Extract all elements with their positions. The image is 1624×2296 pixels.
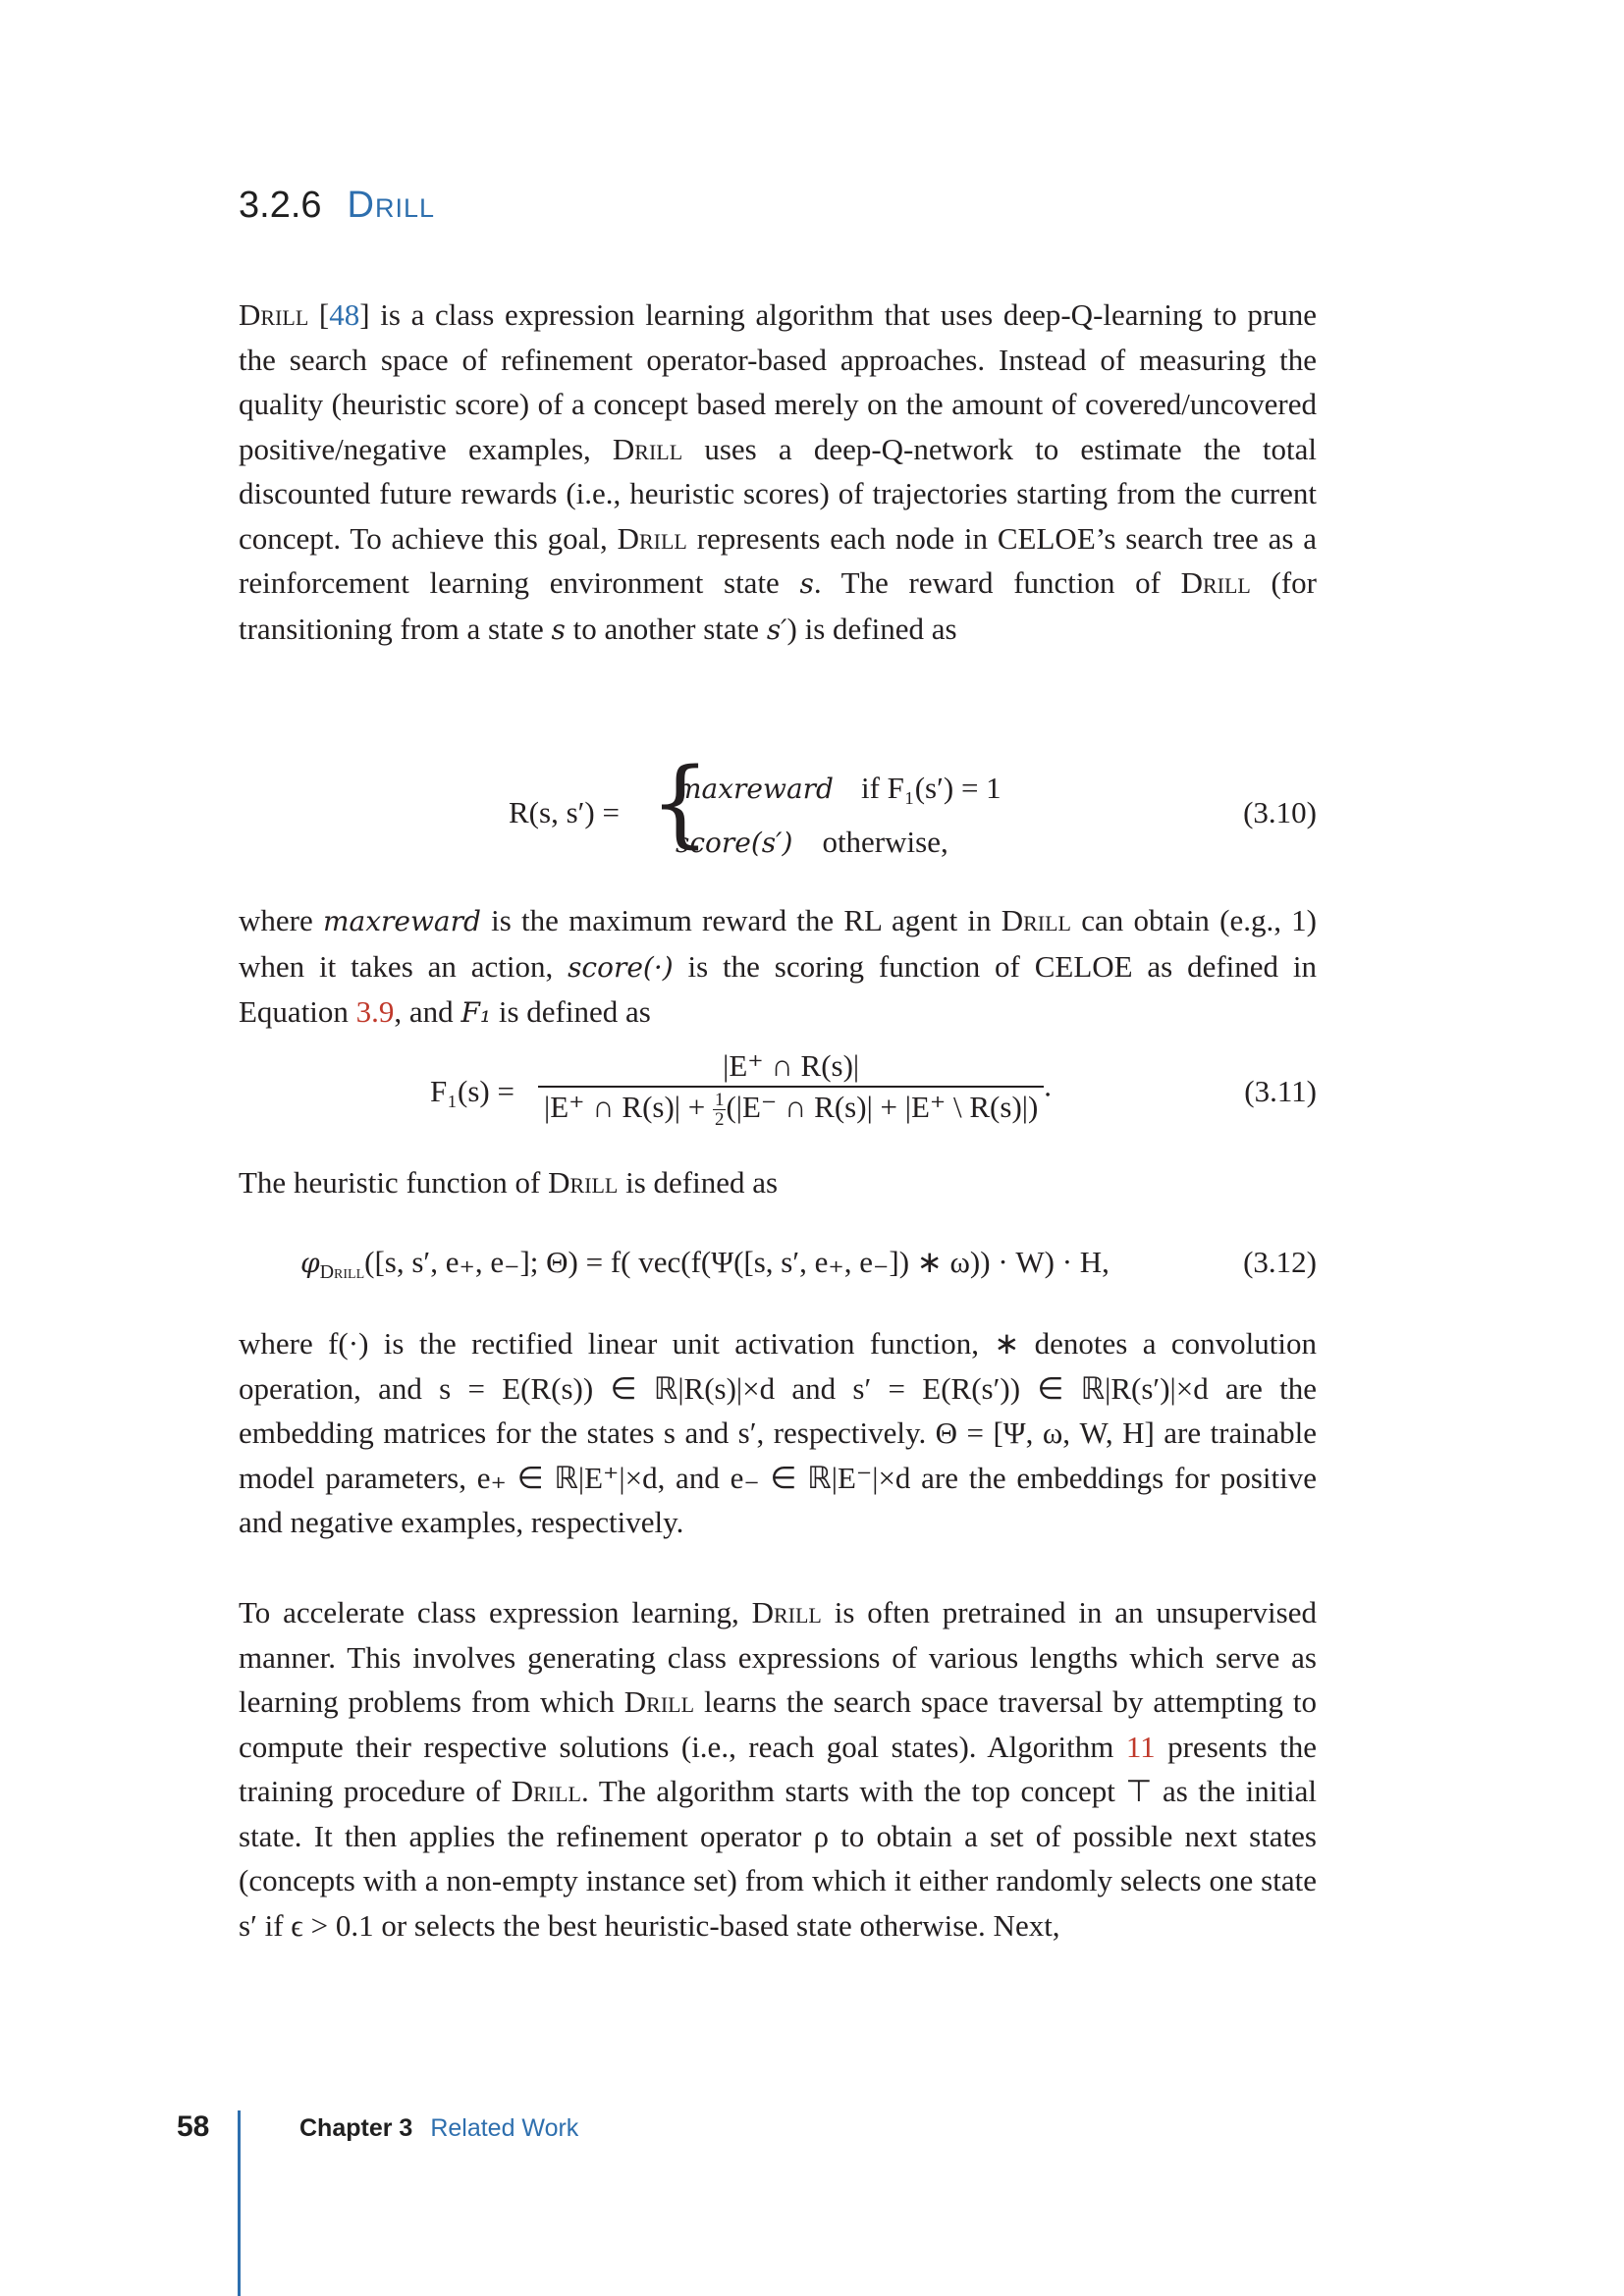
section-heading bbox=[239, 185, 435, 227]
drill-term: Drill bbox=[1180, 565, 1251, 600]
paragraph-heuristic: The heuristic function of Drill is defined as bbox=[239, 1165, 779, 1200]
drill-term: Drill bbox=[612, 431, 683, 466]
chapter-label: Chapter 3 bbox=[299, 2114, 413, 2142]
equation-ref-3-9[interactable]: 3.9 bbox=[355, 994, 395, 1029]
text: represents each node in CELOE’s search tree as a reinforcement learning environment state bbox=[239, 520, 1317, 600]
math-sprime: s′ bbox=[766, 613, 787, 646]
eq-number-3-12: (3.12) bbox=[1243, 1245, 1317, 1279]
footer-divider bbox=[238, 2110, 241, 2296]
drill-term: Drill bbox=[751, 1595, 822, 1629]
drill-term: Drill bbox=[548, 1165, 619, 1200]
drill-term: Drill bbox=[623, 1684, 695, 1719]
page-number: 58 bbox=[177, 2110, 210, 2143]
paragraph-maxreward: where maxreward is the maximum reward the RL agent in Drill can obtain (e.g., 1) when it takes an action, score(·) is the scoring function of CELOE as defined in Equation 3.9, and F₁ is defined as bbox=[239, 903, 1318, 1029]
eq-3-11-numerator: |E⁺ ∩ R(s)| bbox=[538, 1048, 1044, 1088]
text: is a class expression learning algorithm that uses deep-Q-learning to prune the search space of refinement operator-based approaches. Instead of measuring the quality (heuristic score) of a concept based merely on the amount of covered/uncovered positive/negative examples, bbox=[239, 297, 1317, 466]
drill-term: Drill bbox=[511, 1774, 581, 1808]
drill-term: Drill bbox=[239, 297, 309, 332]
algorithm-ref-11[interactable]: 11 bbox=[1125, 1729, 1156, 1764]
section-title: Drill bbox=[347, 185, 436, 226]
paragraph-relu: where f(·) is the rectified linear unit activation function, ∗ denotes a convolution operation, and s = E(R(s)) ∈ ℝ|R(s)|×d and s′ = E(R(s′)) ∈ ℝ|R(s′)|×d are the embedding matrices for the states s and s′, respectively. Θ = [Ψ, ω, W, H] are trainable model parameters, e₊ ∈ ℝ|E⁺|×d, and e₋ ∈ ℝ|E⁻|×d are the embeddings for positive and negative examples, respectively. bbox=[239, 1326, 1317, 1539]
text: (for transitioning from a state bbox=[239, 565, 1317, 646]
eq-3-11-lhs: F₁(s) = bbox=[430, 1074, 514, 1108]
drill-term: Drill bbox=[1001, 903, 1071, 937]
math-s: s bbox=[799, 567, 814, 600]
text: ) is defined as bbox=[786, 611, 957, 646]
eq-3-10-case2: score(s′) otherwise, bbox=[676, 825, 948, 859]
paragraph-intro: Drill [48] is a class expression learning algorithm that uses deep-Q-learning to prune the search space of refinement operator-based approaches. Instead of measuring the quality (heuristic score) of a concept based merely on the amount of covered/uncovered positive/negative examples, Drill uses a deep-Q-network to estimate the total discounted future rewards (i.e., heuristic scores) of trajectories starting from the current concept. To achieve this goal, Drill represents each node in CELOE’s search tree as a reinforcement learning environment state s. The reward function of Drill (for transitioning from a state s to another state s′) is defined as bbox=[239, 297, 1317, 646]
chapter-title-link[interactable]: Related Work bbox=[430, 2114, 579, 2142]
brace-icon: { bbox=[650, 748, 711, 858]
eq-3-11-fraction: |E⁺ ∩ R(s)| |E⁺ ∩ R(s)| + $\frac{1}{2}$ (|E⁻ ∩ R(s)| + |E⁺ \ R(s)|) . bbox=[538, 1048, 1052, 1129]
paragraph-pretraining: To accelerate class expression learning, Drill is often pretrained in an unsupervised manner. This involves generating class expressions of various lengths which serve as learning problems from which Drill learns the search space traversal by attempting to compute their respective solutions (i.e., reach goal states). Algorithm 11 presents the training procedure of Drill. The algorithm starts with the top concept ⊤ as the initial state. It then applies the refinement operator ρ to obtain a set of possible next states (concepts with a non-empty instance set) from which it either randomly selects one state s′ if ϵ > 0.1 or selects the best heuristic-based state otherwise. Next, bbox=[239, 1595, 1317, 1943]
section-number: 3.2.6 bbox=[239, 185, 322, 226]
eq-3-11-denominator: |E⁺ ∩ R(s)| + $\frac{1}{2}$ (|E⁻ ∩ R(s)| + |E⁺ \ R(s)|) bbox=[544, 1090, 1039, 1131]
math-s: s bbox=[551, 613, 566, 646]
text: . The reward function of bbox=[813, 565, 1181, 600]
eq-3-12: φDrill([s, s′, e₊, e₋]; Θ) = f( vec(f(Ψ([s, s′, e₊, e₋]) ∗ ω)) · W) · H, bbox=[300, 1245, 1110, 1283]
drill-term: Drill bbox=[617, 520, 687, 556]
text: uses a deep-Q-network to estimate the total discounted future rewards (i.e., heuristic scores) of trajectories starting from the current concept. To achieve this goal, bbox=[239, 431, 1317, 556]
eq-3-10-case1: maxreward if F₁(s′) = 1 bbox=[676, 771, 1001, 805]
eq-number-3-11: (3.11) bbox=[1244, 1074, 1317, 1108]
eq-number-3-10: (3.10) bbox=[1243, 795, 1317, 829]
running-footer bbox=[299, 2114, 578, 2143]
text: to another state bbox=[565, 611, 767, 646]
eq-3-10-lhs: R(s, s′) = bbox=[509, 795, 620, 829]
citation-48[interactable]: 48 bbox=[329, 297, 360, 332]
